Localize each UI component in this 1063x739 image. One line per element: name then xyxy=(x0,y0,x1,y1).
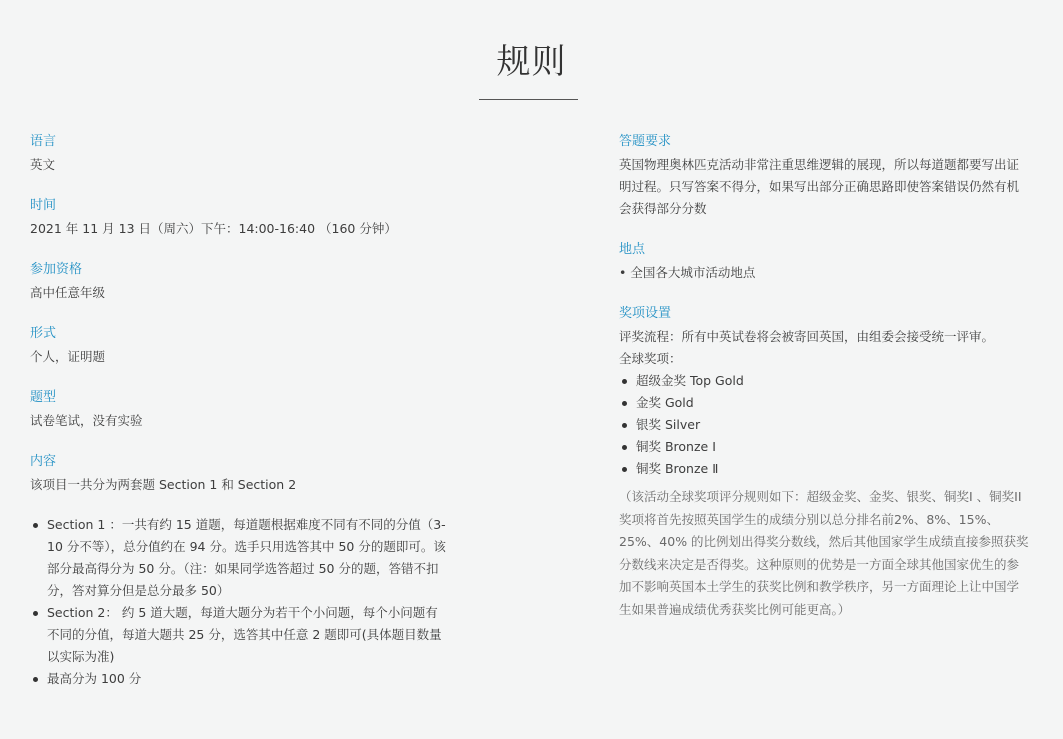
list-item: 银奖 Silver xyxy=(619,414,1029,436)
format-section xyxy=(30,326,450,368)
page-title: 规则 xyxy=(496,42,567,82)
location-section xyxy=(619,242,1029,284)
awards-process: 评奖流程：所有中英试卷将会被寄回英国，由组委会接受统一评审。 xyxy=(619,329,995,344)
format-value: 个人，证明题 xyxy=(30,349,106,364)
time-section xyxy=(30,198,450,240)
location-heading: 地点 xyxy=(619,242,646,257)
requirements-value: 英国物理奥林匹克活动非常注重思维逻辑的展现，所以每道题都要写出证明过程。只写答案不得分，如果写出部分正确思路即使答案错误仍然有机会获得部分分数 xyxy=(619,157,1020,216)
requirements-heading: 答题要求 xyxy=(619,134,672,149)
list-item: 超级金奖 Top Gold xyxy=(619,370,1029,392)
list-item: 金奖 Gold xyxy=(619,392,1029,414)
awards-global-label: 全球奖项： xyxy=(619,351,682,366)
location-value: • 全国各大城市活动地点 xyxy=(619,265,756,280)
content-list xyxy=(30,514,450,690)
awards-section xyxy=(619,306,1029,621)
list-item: 铜奖 Bronze Ⅱ xyxy=(619,458,1029,480)
awards-list xyxy=(619,370,1029,480)
content-heading: 内容 xyxy=(30,454,57,469)
time-heading: 时间 xyxy=(30,198,57,213)
list-item: Section 2： 约 5 道大题，每道大题分为若干个小问题，每个小问题有不同的分值，每道大题共 25 分，选答其中任意 2 题即可(具体题目数量以实际为准) xyxy=(30,602,450,668)
awards-heading: 奖项设置 xyxy=(619,306,672,321)
eligibility-section xyxy=(30,262,450,304)
awards-note: （该活动全球奖项评分规则如下：超级金奖、金奖、银奖、铜奖I 、铜奖II奖项将首先按照英国学生的成绩分别以总分排名前2%、8%、15%、25%、40% 的比例划出得奖分数线，然后其他国家学生成绩直接参照获奖分数线来决定是否得奖。这种原则的优势是一方面全球其他国家优生的参加不影响英国本土学生的获奖比例和教学秩序，另一方面理论上让中国学生如果普遍成绩优秀获奖比例可能更高。） xyxy=(619,489,1029,617)
language-section xyxy=(30,134,450,176)
question-type-value: 试卷笔试，没有实验 xyxy=(30,413,143,428)
content-intro: 该项目一共分为两套题 Section 1 和 Section 2 xyxy=(30,477,297,492)
list-item: 铜奖 Bronze Ⅰ xyxy=(619,436,1029,458)
language-value: 英文 xyxy=(30,157,56,172)
list-item: Section 1 ：一共有约 15 道题，每道题根据难度不同有不同的分值（3-10 分不等），总分值约在 94 分。选手只用选答其中 50 分的题即可。该部分最高得分为 50 分。（注：如果同学选答超过 50 分的题，答错不扣分，答对算分但是总分最多 50） xyxy=(30,514,450,602)
content-section xyxy=(30,454,450,690)
list-item: 最高分为 100 分 xyxy=(30,668,450,690)
time-value: 2021 年 11 月 13 日（周六）下午：14:00-16:40 （160 分钟） xyxy=(30,221,397,236)
title-divider xyxy=(479,99,578,100)
eligibility-heading: 参加资格 xyxy=(30,262,83,277)
format-heading: 形式 xyxy=(30,326,57,341)
left-column xyxy=(30,134,450,690)
requirements-section xyxy=(619,134,1029,220)
eligibility-value: 高中任意年级 xyxy=(30,285,106,300)
right-column xyxy=(619,134,1029,621)
language-heading: 语言 xyxy=(30,134,57,149)
question-type-section xyxy=(30,390,450,432)
question-type-heading: 题型 xyxy=(30,390,57,405)
